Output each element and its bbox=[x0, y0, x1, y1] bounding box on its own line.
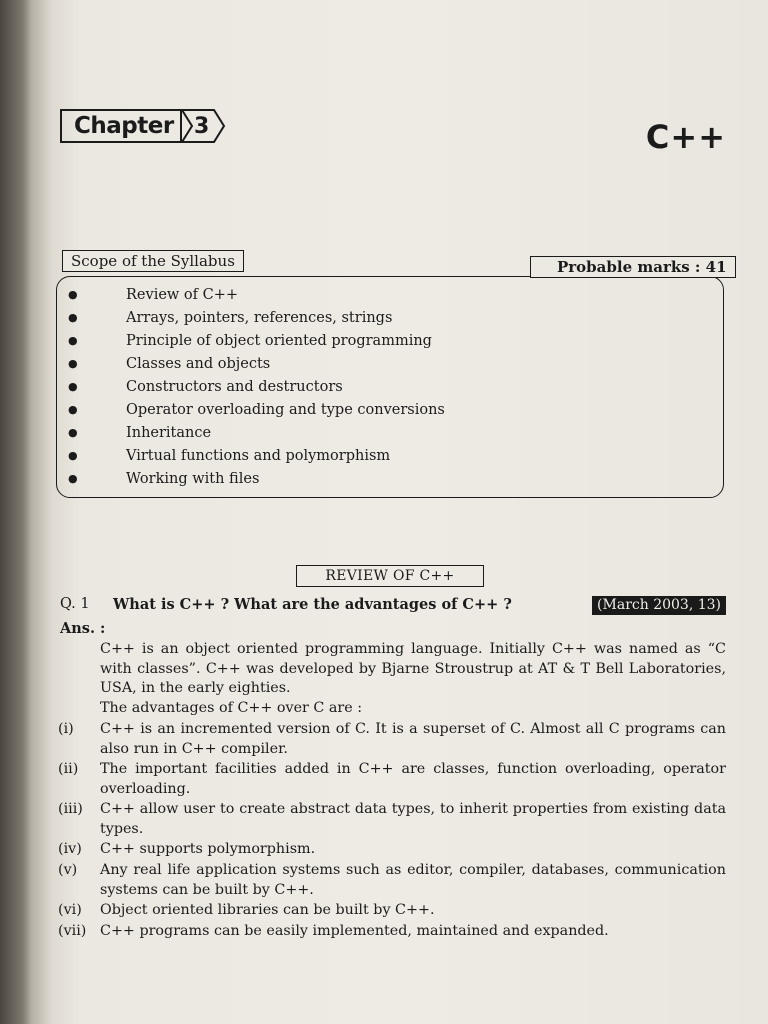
syllabus-item-text: Arrays, pointers, references, strings bbox=[126, 309, 393, 326]
bullet-icon: ● bbox=[68, 472, 78, 485]
section-heading: REVIEW OF C++ bbox=[296, 565, 484, 587]
advantages-intro: The advantages of C++ over C are : bbox=[100, 700, 363, 716]
bullet-icon: ● bbox=[68, 426, 78, 439]
advantage-text: The important facilities added in C++ are classes, function overloading, operator overloading. bbox=[100, 761, 726, 797]
advantage-number: (v) bbox=[58, 862, 78, 878]
bullet-icon: ● bbox=[68, 334, 78, 347]
advantage-text: C++ programs can be easily implemented, maintained and expanded. bbox=[100, 923, 609, 939]
syllabus-item-text: Working with files bbox=[126, 470, 260, 487]
syllabus-item-text: Virtual functions and polymorphism bbox=[126, 447, 391, 464]
list-item bbox=[64, 444, 445, 467]
syllabus-item-text: Principle of object oriented programming bbox=[126, 332, 432, 349]
advantage-text: Any real life application systems such as editor, compiler, databases, communication systems can be built by C++. bbox=[100, 862, 726, 898]
bullet-icon: ● bbox=[68, 288, 78, 301]
question-text: What is C++ ? What are the advantages of C++ ? bbox=[113, 596, 512, 613]
list-item bbox=[64, 421, 445, 444]
advantage-number: (ii) bbox=[58, 761, 79, 777]
book-spine-shadow bbox=[0, 0, 30, 1024]
syllabus-item-text: Inheritance bbox=[126, 424, 212, 441]
advantage-text: Object oriented libraries can be built by C++. bbox=[100, 902, 435, 918]
list-item bbox=[64, 375, 445, 398]
list-item bbox=[64, 283, 445, 306]
syllabus-item-text: Constructors and destructors bbox=[126, 378, 343, 395]
exam-year-badge: (March 2003, 13) bbox=[592, 596, 726, 615]
list-item bbox=[64, 467, 445, 490]
answer-intro-paragraph: C++ is an object oriented programming language. Initially C++ was named as “C with classes”. C++ was developed by Bjarne Stroustrup at AT & T Bell Laboratories, USA, in the early eighties. bbox=[100, 641, 726, 696]
advantage-number: (i) bbox=[58, 721, 74, 737]
syllabus-item-text: Review of C++ bbox=[126, 286, 239, 303]
chapter-number-badge bbox=[180, 109, 226, 143]
scope-label: Scope of the Syllabus bbox=[62, 250, 244, 272]
list-item bbox=[64, 306, 445, 329]
chapter-label: Chapter bbox=[60, 109, 182, 143]
probable-marks-label: Probable marks : 41 bbox=[530, 256, 736, 278]
bullet-icon: ● bbox=[68, 380, 78, 393]
advantage-number: (vii) bbox=[58, 923, 87, 939]
syllabus-item-text: Operator overloading and type conversions bbox=[126, 401, 445, 418]
page-title: C++ bbox=[645, 118, 726, 156]
list-item bbox=[64, 352, 445, 375]
chapter-number: 3 bbox=[194, 113, 210, 139]
list-item bbox=[64, 329, 445, 352]
advantage-text: C++ allow user to create abstract data types, to inherit properties from existing data types. bbox=[100, 801, 726, 837]
advantage-number: (iv) bbox=[58, 841, 82, 857]
advantage-number: (vi) bbox=[58, 902, 82, 918]
advantage-text: C++ supports polymorphism. bbox=[100, 841, 316, 857]
syllabus-list bbox=[64, 283, 445, 490]
bullet-icon: ● bbox=[68, 357, 78, 370]
bullet-icon: ● bbox=[68, 403, 78, 416]
question-number: Q. 1 bbox=[60, 596, 90, 612]
advantage-text: C++ is an incremented version of C. It is a superset of C. Almost all C programs can also run in C++ compiler. bbox=[100, 721, 726, 757]
answer-label: Ans. : bbox=[60, 620, 106, 637]
bullet-icon: ● bbox=[68, 449, 78, 462]
syllabus-item-text: Classes and objects bbox=[126, 355, 271, 372]
bullet-icon: ● bbox=[68, 311, 78, 324]
list-item bbox=[64, 398, 445, 421]
chapter-heading bbox=[60, 108, 226, 144]
advantage-number: (iii) bbox=[58, 801, 83, 817]
question-row bbox=[60, 596, 728, 616]
